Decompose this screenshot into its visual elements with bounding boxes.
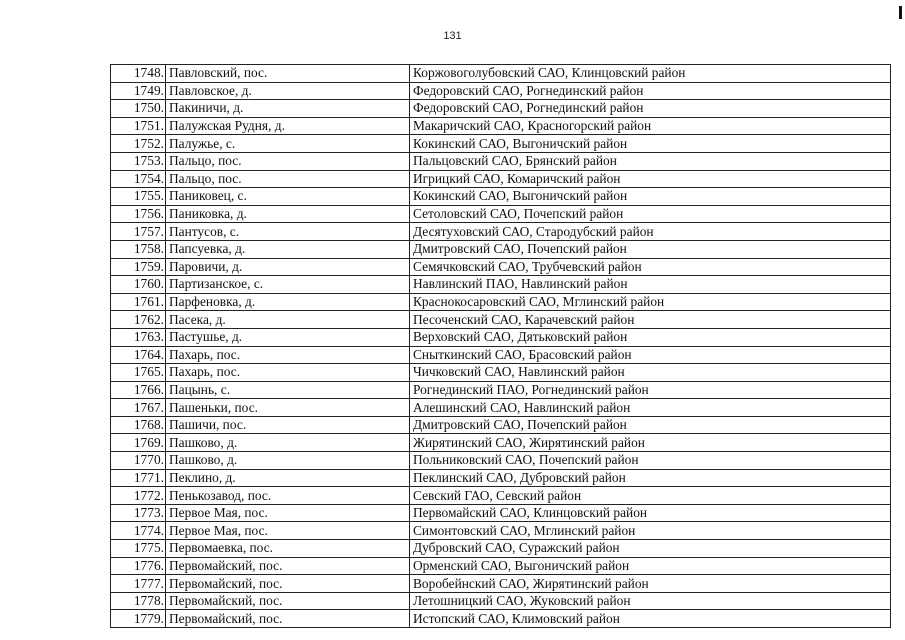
administrative-unit: Дмитровский САО, Почепский район xyxy=(410,416,891,434)
table-row xyxy=(111,557,891,575)
row-number: 1763. xyxy=(111,328,166,346)
administrative-unit: Игрицкий САО, Комаричский район xyxy=(410,170,891,188)
table-row xyxy=(111,416,891,434)
administrative-unit: Воробейнский САО, Жирятинский район xyxy=(410,575,891,593)
row-number: 1750. xyxy=(111,100,166,118)
row-number: 1770. xyxy=(111,452,166,470)
row-number: 1755. xyxy=(111,188,166,206)
row-number: 1760. xyxy=(111,276,166,294)
settlement-name: Пальцо, пос. xyxy=(166,152,410,170)
settlement-name: Палужская Рудня, д. xyxy=(166,117,410,135)
table-row xyxy=(111,522,891,540)
settlement-table-body xyxy=(111,65,891,628)
row-number: 1768. xyxy=(111,416,166,434)
row-number: 1752. xyxy=(111,135,166,153)
administrative-unit: Песоченский САО, Карачевский район xyxy=(410,311,891,329)
row-number: 1749. xyxy=(111,82,166,100)
table-row xyxy=(111,117,891,135)
table-row xyxy=(111,223,891,241)
administrative-unit: Дмитровский САО, Почепский район xyxy=(410,240,891,258)
page-number: 131 xyxy=(443,30,462,42)
table-row xyxy=(111,170,891,188)
administrative-unit: Федоровский САО, Рогнединский район xyxy=(410,82,891,100)
settlement-name: Пашково, д. xyxy=(166,452,410,470)
row-number: 1774. xyxy=(111,522,166,540)
settlement-name: Первое Мая, пос. xyxy=(166,504,410,522)
settlement-name: Партизанское, с. xyxy=(166,276,410,294)
settlement-name: Первомайский, пос. xyxy=(166,557,410,575)
settlement-name: Пашково, д. xyxy=(166,434,410,452)
administrative-unit: Краснокосаровский САО, Мглинский район xyxy=(410,293,891,311)
administrative-unit: Сетоловский САО, Почепский район xyxy=(410,205,891,223)
administrative-unit: Коржовоголубовский САО, Клинцовский район xyxy=(410,65,891,83)
table-row xyxy=(111,452,891,470)
row-number: 1754. xyxy=(111,170,166,188)
table-row xyxy=(111,575,891,593)
settlement-name: Павловское, д. xyxy=(166,82,410,100)
table-row xyxy=(111,610,891,628)
settlement-name: Пантусов, с. xyxy=(166,223,410,241)
table-row xyxy=(111,100,891,118)
row-number: 1765. xyxy=(111,364,166,382)
table-row xyxy=(111,258,891,276)
row-number: 1764. xyxy=(111,346,166,364)
administrative-unit: Орменский САО, Выгоничский район xyxy=(410,557,891,575)
row-number: 1758. xyxy=(111,240,166,258)
administrative-unit: Навлинский ПАО, Навлинский район xyxy=(410,276,891,294)
settlement-name: Пахарь, пос. xyxy=(166,346,410,364)
row-number: 1775. xyxy=(111,540,166,558)
settlement-name: Пашичи, пос. xyxy=(166,416,410,434)
settlement-name: Первомаевка, пос. xyxy=(166,540,410,558)
row-number: 1759. xyxy=(111,258,166,276)
settlement-name: Папсуевка, д. xyxy=(166,240,410,258)
table-row xyxy=(111,205,891,223)
row-number: 1777. xyxy=(111,575,166,593)
table-row xyxy=(111,276,891,294)
settlement-name: Пакиничи, д. xyxy=(166,100,410,118)
row-number: 1761. xyxy=(111,293,166,311)
administrative-unit: Севский ГАО, Севский район xyxy=(410,487,891,505)
row-number: 1779. xyxy=(111,610,166,628)
row-number: 1762. xyxy=(111,311,166,329)
table-row xyxy=(111,135,891,153)
administrative-unit: Польниковский САО, Почепский район xyxy=(410,452,891,470)
administrative-unit: Пеклинский САО, Дубровский район xyxy=(410,469,891,487)
row-number: 1776. xyxy=(111,557,166,575)
settlement-name: Паровичи, д. xyxy=(166,258,410,276)
table-row xyxy=(111,311,891,329)
table-row xyxy=(111,487,891,505)
settlement-name: Пасека, д. xyxy=(166,311,410,329)
table-row xyxy=(111,434,891,452)
administrative-unit: Пальцовский САО, Брянский район xyxy=(410,152,891,170)
row-number: 1756. xyxy=(111,205,166,223)
settlement-table xyxy=(110,64,891,628)
table-row xyxy=(111,364,891,382)
settlement-name: Первомайский, пос. xyxy=(166,610,410,628)
table-row xyxy=(111,469,891,487)
administrative-unit: Летошницкий САО, Жуковский район xyxy=(410,592,891,610)
administrative-unit: Сныткинский САО, Брасовский район xyxy=(410,346,891,364)
settlement-name: Пацынь, с. xyxy=(166,381,410,399)
row-number: 1778. xyxy=(111,592,166,610)
table-row xyxy=(111,540,891,558)
row-number: 1766. xyxy=(111,381,166,399)
table-row xyxy=(111,504,891,522)
table-row xyxy=(111,152,891,170)
administrative-unit: Дубровский САО, Суражский район xyxy=(410,540,891,558)
administrative-unit: Десятуховский САО, Стародубский район xyxy=(410,223,891,241)
table-row xyxy=(111,381,891,399)
settlement-name: Паниковец, с. xyxy=(166,188,410,206)
table-row xyxy=(111,346,891,364)
administrative-unit: Кокинский САО, Выгоничский район xyxy=(410,135,891,153)
row-number: 1769. xyxy=(111,434,166,452)
table-row xyxy=(111,328,891,346)
settlement-name: Парфеновка, д. xyxy=(166,293,410,311)
settlement-name: Первое Мая, пос. xyxy=(166,522,410,540)
row-number: 1772. xyxy=(111,487,166,505)
administrative-unit: Алешинский САО, Навлинский район xyxy=(410,399,891,417)
settlement-name: Первомайский, пос. xyxy=(166,592,410,610)
table-row xyxy=(111,240,891,258)
administrative-unit: Верховский САО, Дятьковский район xyxy=(410,328,891,346)
administrative-unit: Симонтовский САО, Мглинский район xyxy=(410,522,891,540)
settlement-name: Пальцо, пос. xyxy=(166,170,410,188)
settlement-name: Пеклино, д. xyxy=(166,469,410,487)
settlement-name: Пастушье, д. xyxy=(166,328,410,346)
administrative-unit: Макаричский САО, Красногорский район xyxy=(410,117,891,135)
settlement-name: Паниковка, д. xyxy=(166,205,410,223)
settlement-name: Пенькозавод, пос. xyxy=(166,487,410,505)
table-row xyxy=(111,592,891,610)
administrative-unit: Рогнединский ПАО, Рогнединский район xyxy=(410,381,891,399)
settlement-name: Пахарь, пос. xyxy=(166,364,410,382)
administrative-unit: Чичковский САО, Навлинский район xyxy=(410,364,891,382)
settlement-name: Пашеньки, пос. xyxy=(166,399,410,417)
settlement-name: Павловский, пос. xyxy=(166,65,410,83)
settlement-name: Первомайский, пос. xyxy=(166,575,410,593)
row-number: 1773. xyxy=(111,504,166,522)
table-row xyxy=(111,65,891,83)
table-row xyxy=(111,293,891,311)
row-number: 1771. xyxy=(111,469,166,487)
row-number: 1748. xyxy=(111,65,166,83)
administrative-unit: Жирятинский САО, Жирятинский район xyxy=(410,434,891,452)
administrative-unit: Семячковский САО, Трубчевский район xyxy=(410,258,891,276)
administrative-unit: Федоровский САО, Рогнединский район xyxy=(410,100,891,118)
table-row xyxy=(111,188,891,206)
administrative-unit: Первомайский САО, Клинцовский район xyxy=(410,504,891,522)
settlement-name: Палужье, с. xyxy=(166,135,410,153)
scan-edge-mark xyxy=(899,6,902,19)
table-row xyxy=(111,82,891,100)
administrative-unit: Кокинский САО, Выгоничский район xyxy=(410,188,891,206)
row-number: 1751. xyxy=(111,117,166,135)
row-number: 1753. xyxy=(111,152,166,170)
row-number: 1757. xyxy=(111,223,166,241)
administrative-unit: Истопский САО, Климовский район xyxy=(410,610,891,628)
row-number: 1767. xyxy=(111,399,166,417)
table-row xyxy=(111,399,891,417)
